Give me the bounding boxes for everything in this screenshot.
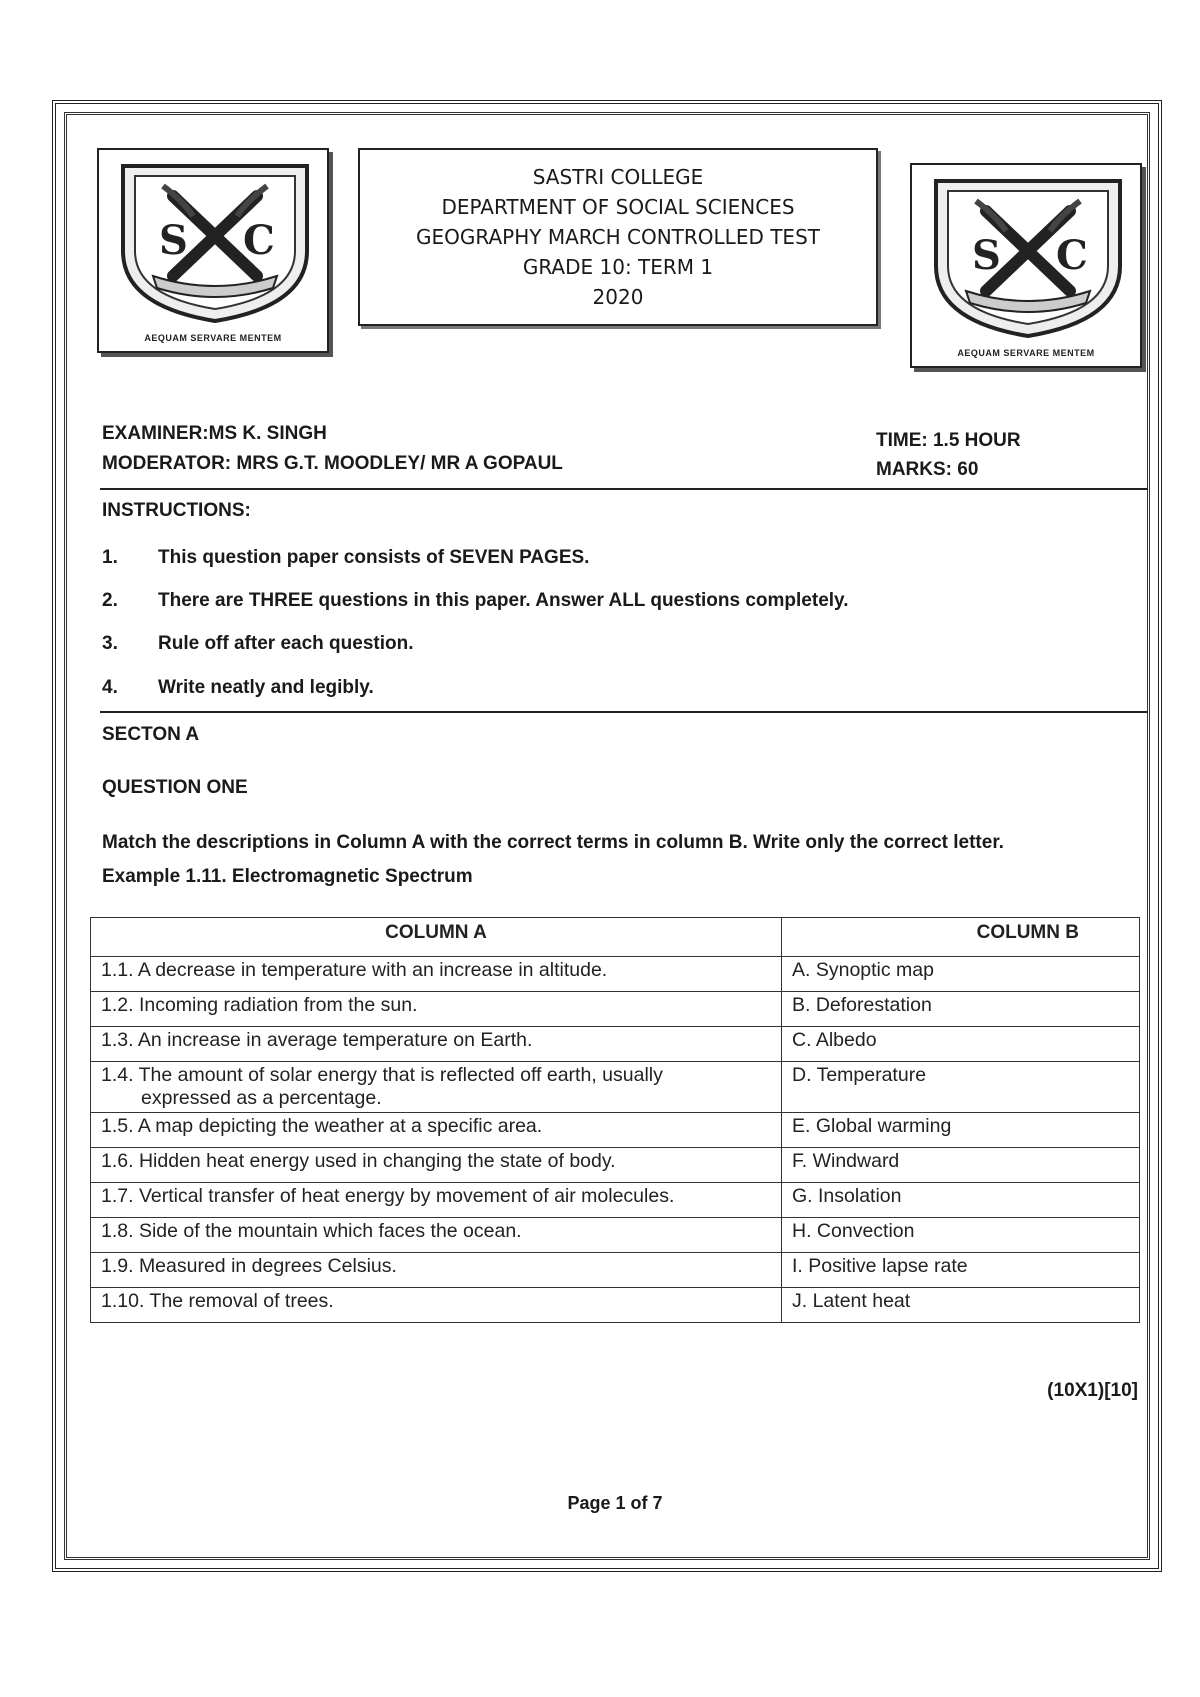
prompt-line: Match the descriptions in Column A with the correct terms in column B. Write only the correct letter.: [102, 832, 1004, 853]
school-logo-right: [910, 163, 1142, 368]
total-marks: MARKS: 60: [876, 459, 979, 480]
svg-text:C: C: [1056, 232, 1088, 279]
column-a-cell: 1.6. Hidden heat energy used in changing the state of body.: [91, 1148, 782, 1183]
motto-text: AEQUAM SERVARE MENTEM: [144, 333, 282, 343]
time-allowed: TIME: 1.5 HOUR: [876, 430, 1021, 451]
school-crest-icon: [113, 156, 317, 326]
instruction-item: [102, 677, 374, 699]
column-a-cell: 1.8. Side of the mountain which faces the ocean.: [91, 1218, 782, 1253]
column-b-cell: H. Convection: [782, 1218, 1140, 1253]
column-a-text-continued: expressed as a percentage.: [141, 1087, 382, 1109]
question-title: QUESTION ONE: [102, 777, 248, 798]
column-a-cell: [91, 1062, 782, 1113]
column-b-cell: J. Latent heat: [782, 1288, 1140, 1323]
column-b-cell: A. Synoptic map: [782, 957, 1140, 992]
test-name: GEOGRAPHY MARCH CONTROLLED TEST: [416, 225, 820, 249]
svg-text:S: S: [159, 217, 188, 264]
table-row: [91, 1253, 1140, 1288]
column-b-cell: F. Windward: [782, 1148, 1140, 1183]
school-crest-icon: [926, 171, 1130, 341]
column-a-cell: 1.10. The removal of trees.: [91, 1288, 782, 1323]
instruction-text: There are THREE questions in this paper. Answer ALL questions completely.: [158, 590, 849, 611]
table-row: [91, 1288, 1140, 1323]
instruction-text: Rule off after each question.: [158, 633, 414, 654]
moderator: MODERATOR: MRS G.T. MOODLEY/ MR A GOPAUL: [102, 453, 563, 474]
svg-text:S: S: [972, 232, 1001, 279]
instruction-text: This question paper consists of SEVEN PAGES.: [158, 547, 590, 568]
instruction-number: 2.: [102, 590, 118, 611]
instruction-item: [102, 590, 849, 612]
department-name: DEPARTMENT OF SOCIAL SCIENCES: [441, 195, 795, 219]
column-b-cell: I. Positive lapse rate: [782, 1253, 1140, 1288]
school-name: SASTRI COLLEGE: [532, 165, 704, 189]
instructions-title: INSTRUCTIONS:: [102, 500, 251, 521]
table-row: [91, 1062, 1140, 1113]
title-box: [358, 148, 878, 326]
instruction-item: [102, 633, 413, 655]
instruction-number: 1.: [102, 547, 118, 568]
column-b-cell: G. Insolation: [782, 1183, 1140, 1218]
svg-text:C: C: [243, 217, 275, 264]
page-number: Page 1 of 7: [567, 1493, 663, 1513]
table-row: [91, 1148, 1140, 1183]
matching-table: [90, 917, 1140, 1323]
column-a-cell: 1.1. A decrease in temperature with an increase in altitude.: [91, 957, 782, 992]
column-a-cell: 1.7. Vertical transfer of heat energy by movement of air molecules.: [91, 1183, 782, 1218]
column-b-cell: C. Albedo: [782, 1027, 1140, 1062]
question-prompt: [102, 826, 1122, 894]
column-b-cell: D. Temperature: [782, 1062, 1140, 1113]
column-a-cell: 1.9. Measured in degrees Celsius.: [91, 1253, 782, 1288]
table-row: [91, 992, 1140, 1027]
table-row: [91, 1218, 1140, 1253]
column-b-header: COLUMN B: [782, 918, 1140, 957]
column-b-cell: E. Global warming: [782, 1113, 1140, 1148]
instruction-number: 4.: [102, 677, 118, 698]
column-a-header: COLUMN A: [91, 918, 782, 957]
divider: [100, 711, 1148, 713]
column-b-cell: B. Deforestation: [782, 992, 1140, 1027]
examiner: EXAMINER:MS K. SINGH: [102, 423, 327, 444]
column-a-cell: 1.3. An increase in average temperature on Earth.: [91, 1027, 782, 1062]
instruction-item: [102, 547, 589, 569]
section-title: SECTON A: [102, 724, 200, 745]
instruction-text: Write neatly and legibly.: [158, 677, 374, 698]
example-line: Example 1.11. Electromagnetic Spectrum: [102, 866, 473, 887]
instruction-number: 3.: [102, 633, 118, 654]
divider: [100, 488, 1148, 490]
school-logo-left: [97, 148, 329, 353]
question-marks-total: (10X1)[10]: [1047, 1380, 1138, 1401]
grade-term: GRADE 10: TERM 1: [522, 255, 714, 279]
table-row: [91, 957, 1140, 992]
table-row: [91, 1027, 1140, 1062]
column-a-text: 1.4. The amount of solar energy that is reflected off earth, usually: [101, 1064, 663, 1086]
column-a-cell: 1.5. A map depicting the weather at a specific area.: [91, 1113, 782, 1148]
table-row: [91, 1183, 1140, 1218]
year: 2020: [592, 285, 644, 309]
column-a-cell: 1.2. Incoming radiation from the sun.: [91, 992, 782, 1027]
table-row: [91, 1113, 1140, 1148]
motto-text: AEQUAM SERVARE MENTEM: [957, 348, 1095, 358]
